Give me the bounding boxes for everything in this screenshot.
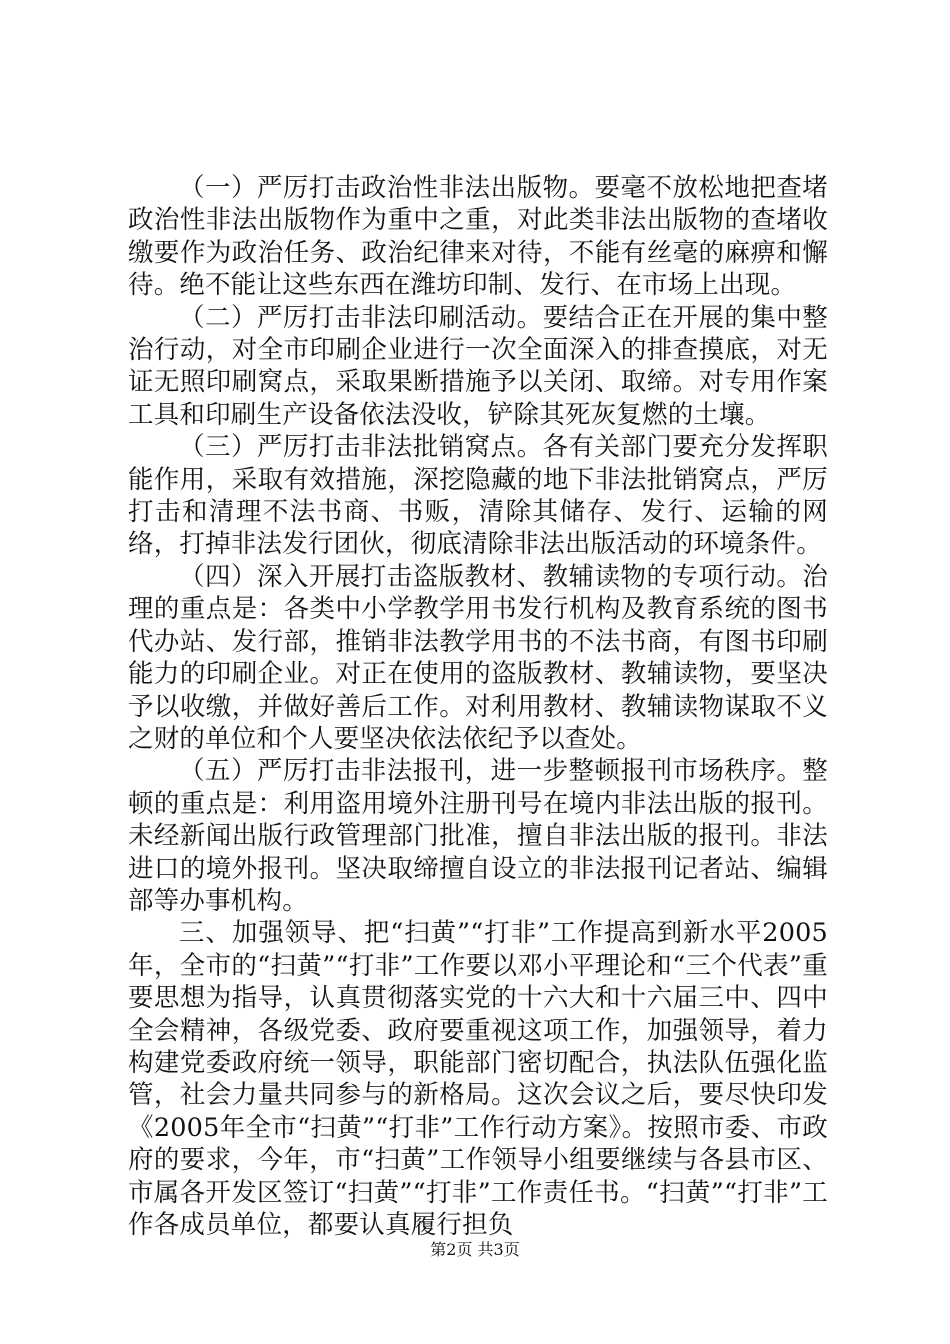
- paragraph-4: （四）深入开展打击盗版教材、教辅读物的专项行动。治理的重点是：各类中小学教学用书发行机构及教育系统的图书代办站、发行部，推销非法教学用书的不法书商，有图书印刷能力的印刷企业。对正在使用的盗版教材、教辅读物，要坚决予以收缴，并做好善后工作。对利用教材、教辅读物谋取不义之财的单位和个人要坚决依法依纪予以查处。: [128, 561, 828, 754]
- document-body: [128, 172, 828, 1241]
- paragraph-2: （二）严厉打击非法印刷活动。要结合正在开展的集中整治行动，对全市印刷企业进行一次全面深入的排查摸底，对无证无照印刷窝点，采取果断措施予以关闭、取缔。对专用作案工具和印刷生产设备依法没收，铲除其死灰复燃的土壤。: [128, 302, 828, 430]
- paragraph-6: 三、加强领导、把“扫黄”“打非”工作提高到新水平2005年，全市的“扫黄”“打非”工作要以邓小平理论和“三个代表”重要思想为指导，认真贯彻落实党的十六大和十六届三中、四中全会精神，各级党委、政府要重视这项工作，加强领导，着力构建党委政府统一领导，职能部门密切配合，执法队伍强化监管，社会力量共同参与的新格局。这次会议之后，要尽快印发《2005年全市“扫黄”“打非”工作行动方案》。按照市委、市政府的要求，今年，市“扫黄”工作领导小组要继续与各县市区、市属各开发区签订“扫黄”“打非”工作责任书。“扫黄”“打非”工作各成员单位，都要认真履行担负: [128, 918, 828, 1240]
- paragraph-1: （一）严厉打击政治性非法出版物。要毫不放松地把查堵政治性非法出版物作为重中之重，对此类非法出版物的查堵收缴要作为政治任务、政治纪律来对待，不能有丝毫的麻痹和懈待。绝不能让这些东西在潍坊印制、发行、在市场上出现。: [128, 173, 828, 301]
- page-footer: 第2页 共3页: [430, 1240, 520, 1259]
- paragraph-3: （三）严厉打击非法批销窝点。各有关部门要充分发挥职能作用，采取有效措施，深挖隐藏的地下非法批销窝点，严厉打击和清理不法书商、书贩，清除其储存、发行、运输的网络，打掉非法发行团伙，彻底清除非法出版活动的环境条件。: [128, 432, 828, 560]
- paragraph-5: （五）严厉打击非法报刊，进一步整顿报刊市场秩序。整顿的重点是：利用盗用境外注册刊号在境内非法出版的报刊。未经新闻出版行政管理部门批准，擅自非法出版的报刊。非法进口的境外报刊。坚决取缔擅自设立的非法报刊记者站、编辑部等办事机构。: [128, 756, 828, 916]
